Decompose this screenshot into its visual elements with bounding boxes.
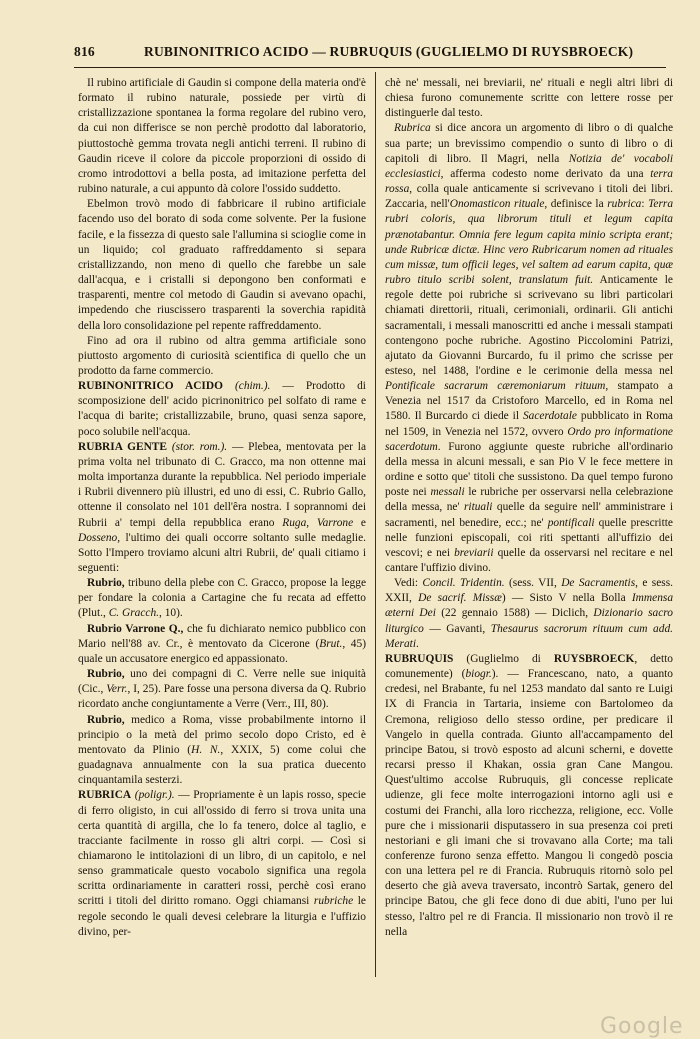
paragraph-text: (sess. VII, [504, 577, 562, 590]
right-column [385, 76, 673, 940]
entry-tag: biogr. [465, 668, 492, 681]
italic-term: Verr. [106, 683, 128, 696]
italic-term: Rubrica [394, 122, 431, 135]
italic-term: rituali [463, 501, 493, 514]
entry-body: , [306, 516, 317, 529]
paragraph-text: si dice ancora un argomento di libro o di qualche sua parte; un brevissimo compendio o sunto di libro o di capitoli di libro. Il Magri, nella [385, 122, 673, 165]
paragraph-text: quelle da osservarsi nel recitare e nel cantare l'uffizio divino. [385, 546, 674, 574]
italic-term: De sacrif. Missæ [418, 592, 502, 605]
sub-entry-name: Rubrio, [87, 668, 125, 681]
entry-body: uno dei compagni di C. Verre nelle sue iniquità (Cic., [78, 668, 366, 696]
italic-term: Thesaurus sacrorum rituum cum add. Merati [385, 622, 673, 650]
italic-term: Concil. Tridentin. [422, 577, 505, 590]
italic-term: Onomasticon rituale [449, 198, 545, 211]
italic-term: H. N. [191, 743, 221, 756]
paragraph [78, 334, 366, 379]
paragraph-text: (22 gennaio 1588) — Diclich, [435, 607, 594, 620]
paragraph-text: ) — Sisto V nella Bolla [501, 592, 632, 605]
italic-term: Sacerdotale [522, 410, 577, 423]
entry-body: — Prodotto di scomposizione dell' acido picrinonitrico pel solfato di rame e l'acqua di barite; cristallizzabile, bruno, quasi senza sapore, poco solubile nell'acqua. [78, 380, 366, 438]
header-rule [74, 67, 666, 68]
paragraph [78, 197, 366, 333]
paragraph-text: Il rubino artificiale di Gaudin si compone della materia ond'è formato il rubino naturale, possiede per virtù di cristallizzazione spontanea la forma regolare del rubino vero, da cui non differisce se non perchè prodotto dal laboratorio, piuttostochè gemma trovata negli antichi terreni. Il rubino di Gaudin riceve il colore da piccole proporzioni di ossido di cromo introdottovi a bella posta, ad imitazione perfetta del rubino naturale, a cui appunto dà colore l'ossido suddetto. [78, 77, 366, 196]
paragraph [385, 121, 673, 576]
entry-body: — Plebea, mentovata per la prima volta nel tribunato di C. Gracco, ma non ottenne mai molta importanza durante la repubblica. Nel periodo imperiale i Rubrii divennero più illustri, ed uno di essi, C. Rubrio Gallo, ottenne il consolato nel 101 dell'êra nostra. I soprannomi dei Rubrii a' tempi della repubblica erano [78, 440, 367, 529]
entry-body: ). — Francescano, nato, a quanto credesi, nel Brabante, fu nel 1253 mandato dal santo re Luigi IX di Francia in Tartaria, insieme con Bartolomeo da Cremona, religioso dello stesso ordine, per predicare il Vangelo in quella contrada. Giunto all'accampamento del principe Batou, si trovò esposto ad alcuni scherni, e dovette recarsi presso il Khakan, ossia gran Cane Mangou. Quest'ultimo accolse Rubruquis, gli concesse replicate udienze, gli fece molte interrogazioni intorno agli usi e costumi dei Franchi, alla loro ricchezza, religione, ecc. Volle pure che i missionarii disputassero in sua presenza coi preti nestoriani e gli imani che si trovavano alla Corte; ma tali conferenze furono senza effetto. Mangou li congedò poscia con una lettera pel re di Francia. Rubruquis ritornò solo pel deserto che già aveva traversato, incontrò Sartak, genero del principe Batou, che gli fece dono di due abiti, l'uno per lui stesso, l'altro pel re di Francia. Il missionario non trovò il re nella [385, 668, 673, 938]
entry-body: (Guglielmo di [453, 652, 554, 665]
entry-body: — Propriamente è un lapis rosso, specie di ferro oligisto, in cui all'ossido di ferro si trova unita una certa quantità di argilla, che lo fa tenero, dolce al taglio, e tracciante facilmente in rosso gli altri corpi. — Così si chiamarono le intitolazioni di un libro, di un capitolo, e nel senso grammaticale questo vocabolo significa una regola scritta ordinariamente in caratteri rossi, perchè così erano scritti i titoli del diritto romano. Oggi chiamansi [78, 789, 366, 908]
paragraph-text: quelle prescritte nelle funzioni episcopali, coi riti spettanti all'uffizio dei vescovi; e nei [385, 516, 673, 559]
paragraph-text: . [416, 637, 419, 650]
entry-tag: (chim.). [234, 380, 271, 393]
sub-entry [78, 622, 366, 667]
paragraph-text: , afferma codesto nome derivato da una [440, 167, 651, 180]
sub-entry-name: Rubrio, [87, 577, 125, 590]
italic-term: De Sacramentis [561, 577, 636, 590]
italic-term: terra rossa [385, 167, 673, 196]
running-title: RUBINONITRICO ACIDO — RUBRUQUIS (GUGLIELMO DI RUYSBROECK) [144, 44, 634, 59]
entry-body: che fu dichiarato nemico pubblico con Mario nell'88 av. Cr., è mentovato da Cicerone ( [78, 622, 366, 650]
italic-term: messali [430, 486, 465, 499]
entry-body: le regole secondo le quali devesi celebrare la liturgia e l'uffizio divino, per- [78, 895, 366, 938]
italic-term: pontificali [547, 516, 595, 529]
paragraph [385, 76, 673, 121]
references [385, 576, 673, 652]
italic-term: breviarii [454, 546, 494, 559]
paragraph-text: , stampato a Venezia nel 1517 da Cristoforo Marcello, ed in Roma nel 1580. Il Burcardo ci diede il [385, 380, 673, 423]
watermark-text: Google [600, 1014, 684, 1039]
paragraph-text: chè ne' messali, nei breviarii, ne' rituali e negli altri libri di chiesa furono comunemente scritte con lettere rosse per distinguerle dal testo. [385, 77, 673, 120]
entry-body: , XXIX, 5) come colui che guadagnava annualmente con la sua pratica duecento cinquantamila sesterzi. [78, 743, 366, 787]
page-header [74, 44, 664, 66]
italic-term: Ordo pro informatione sacerdotum [385, 425, 673, 453]
italic-term: Brut. [319, 637, 343, 650]
paragraph [78, 76, 366, 197]
italic-term: Notizia de' vocaboli ecclesiastici [385, 152, 673, 180]
sub-entry-name: Rubrio, [87, 713, 125, 726]
paragraph-text: . Furono aggiunte queste rubriche all'ordinario della messa in alcuni messali, e san Pio V le fece mettere in ordine e sotto que' titoli che sussistono. Da quel tempo furono poste nei [385, 440, 673, 499]
entry-tag: (poligr.). [134, 789, 175, 802]
italic-term: Dosseno [78, 531, 118, 544]
italic-term: Dizionario sacro liturgico [385, 607, 674, 635]
entry-headword: RUBRIA GENTE [78, 440, 167, 453]
italic-term: Ruga [282, 516, 307, 529]
entry-body: , 45) quale un accusatore energico ed appassionato. [78, 637, 366, 665]
paragraph-text: Anticamente le regole dette poi rubriche si scrivevano su libri particolari chiamati direttorii, rituali, cerimoniali, ordinarii. Gli antichi sacramentali, i messali manoscritti ed anche i messali stampati contengono poche rubriche. Agostino Piccolomini Patrizi, ajutato da Giovanni Burcardo, fu il primo che scrisse per esteso, nel 1488, l'ordine e le cerimonie della messa nel [385, 274, 673, 377]
italic-term: rubriche [313, 895, 354, 908]
paragraph-text: — Gavanti, [423, 622, 491, 635]
column-divider [375, 72, 376, 977]
entry-body: , 10). [159, 607, 183, 620]
paragraph-text: pubblicato in Roma nel 1509, in Venezia nel 1572, ovvero [385, 410, 673, 438]
paragraph-text: quelle da seguire nell' amministrare i sacramenti, nel benedire, ecc.; ne' [385, 501, 673, 529]
entry-body: , l'ultimo dei quali occorre soltanto sulle medaglie. Sotto l'Impero troviamo alcuni altri Rubrii, de' quali citiamo i seguenti: [78, 531, 366, 574]
italic-term: C. Gracch. [108, 607, 160, 620]
entry-body: tribuno della plebe con C. Gracco, propose la legge per fondare la colonia a Cartagine che fu recata ad effetto (Plut., [78, 577, 366, 620]
entry-body: , detto comunemente) ( [385, 652, 673, 681]
italic-term: Immensa æterni Dei [385, 592, 674, 620]
left-column [78, 76, 366, 940]
paragraph-text: , definisce la [544, 198, 608, 211]
entry-headword: RUBINONITRICO ACIDO [78, 380, 223, 393]
entry-body: , I, 25). Pare fosse una persona diversa da Q. Rubrio ricordato anche congiuntamente a Verre (Verr., III, 80). [78, 683, 367, 711]
sub-entry [78, 667, 366, 712]
entry-headword: RUBRUQUIS [385, 652, 454, 665]
paragraph-text: , e sess. XXII, [385, 577, 673, 605]
sub-entry [78, 713, 366, 789]
italic-term: rubrica [607, 198, 642, 211]
paragraph-text: le rubriche per osservarsi nella celebrazione della messa, ne' [385, 486, 673, 514]
entry-body: medico a Roma, visse probabilmente intorno il principio o la metà del primo secolo dopo Cristo, ed è mentovato da Plinio ( [78, 713, 366, 756]
sub-entry [78, 576, 366, 621]
entry-tag: (stor. rom.). [171, 440, 228, 453]
latin-quotation: Terra rubri coloris, qua librorum tituli et legum capita prænotabantur. Omnia fere legum capita minio scripta erant; unde Rubricæ dictæ. Hinc vero Rubricarum nomen ad rituales cum missæ, tum officii leges, vel saltem ad earum capita, quæ rubro titulo scribi solent, translatum fuit. [385, 198, 674, 287]
paragraph-text: Fino ad ora il rubino od altra gemma artificiale sono piuttosto argomento di curiosità scientifica di quello che un prodotto da farne commercio. [78, 334, 366, 377]
paragraph-text: Ebelmon trovò modo di fabbricare il rubino artificiale facendo uso del borato di soda come solvente. Per la fusione facile, e la fissezza di questo sale l'allumina si scioglie come in un liquido; col graduato raffreddamento si separa cristallizzando, non meno di quello che farebbe un sale dall'acqua, e i cristalli si depongono ben conformati e trasparenti, mentre col metodo di Gaudin si avevano opachi, impedendo che riuscissero trasparenti la soverchia rapidità della loro consolidazione pel repente raffreddamento. [78, 198, 366, 332]
entry-body: e [353, 516, 366, 529]
italic-term: Pontificale sacrarum cæremoniarum rituum [385, 380, 606, 393]
sub-entry-name: Rubrio Varrone Q., [87, 622, 184, 635]
entry-headword: RUYSBROECK [553, 652, 635, 665]
italic-term: Varrone [316, 516, 354, 529]
entry-rubruquis [385, 652, 673, 940]
page-number: 816 [74, 44, 95, 59]
entry-rubinonitrico [78, 379, 366, 440]
entry-rubria-gente [78, 440, 366, 576]
paragraph-text: , colla quale anticamente si scrivevano i titoli dei libri. Zaccaria, nell' [385, 183, 673, 211]
paragraph-text: Vedi: [394, 577, 423, 590]
entry-rubrica [78, 788, 366, 940]
entry-headword: RUBRICA [78, 789, 132, 802]
paragraph-text: : [641, 198, 649, 211]
